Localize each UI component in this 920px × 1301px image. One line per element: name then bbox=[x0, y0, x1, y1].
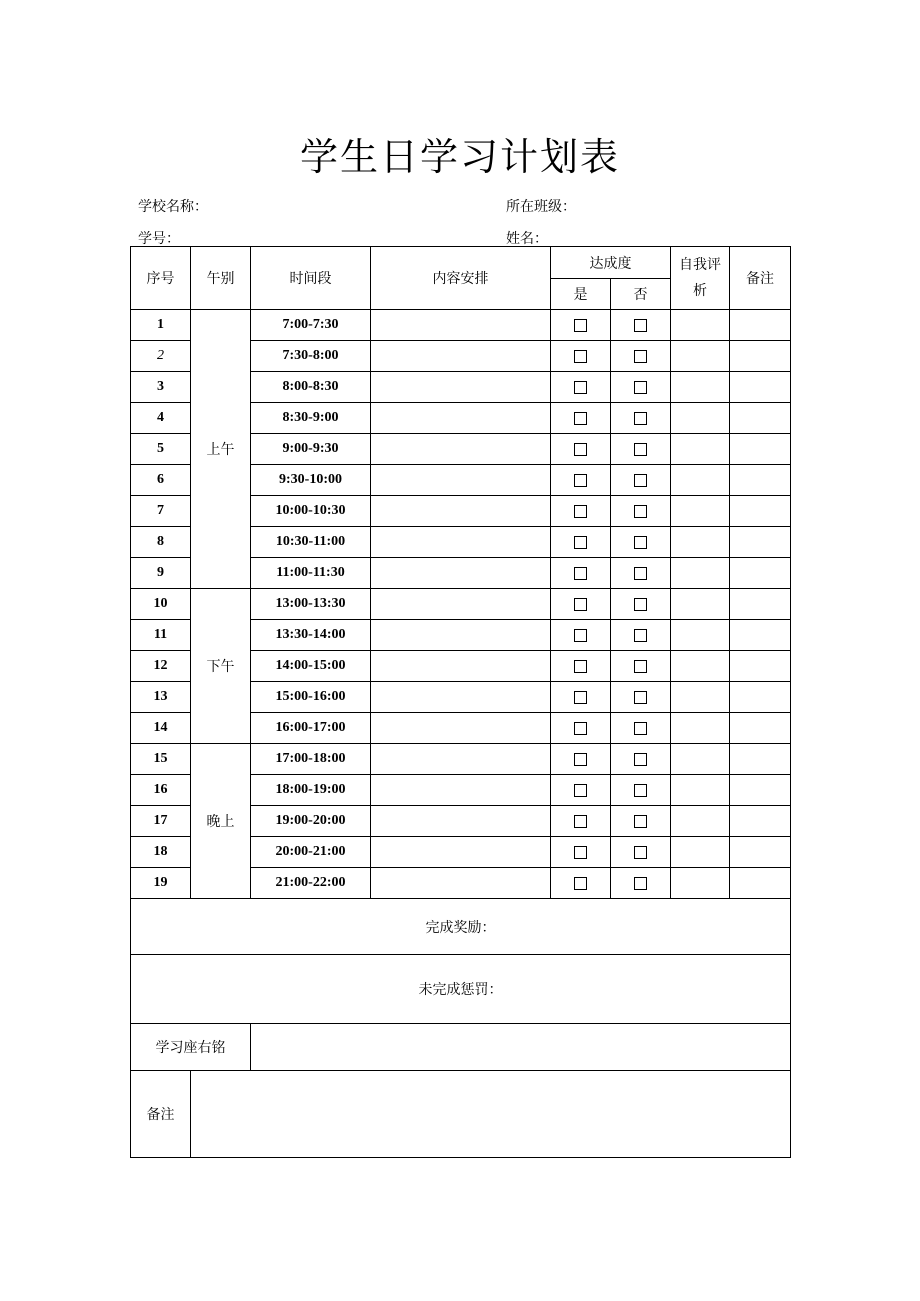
header-self-eval bbox=[671, 247, 730, 310]
yes-checkbox[interactable] bbox=[574, 567, 587, 580]
row-content-cell[interactable] bbox=[371, 868, 551, 899]
row-self-eval-cell[interactable] bbox=[671, 496, 730, 527]
row-self-eval-cell[interactable] bbox=[671, 775, 730, 806]
row-self-eval-cell[interactable] bbox=[671, 713, 730, 744]
row-time: 19:00-20:00 bbox=[251, 806, 371, 837]
yes-checkbox[interactable] bbox=[574, 691, 587, 704]
row-time: 14:00-15:00 bbox=[251, 651, 371, 682]
row-self-eval-cell[interactable] bbox=[671, 434, 730, 465]
header-remark: 备注 bbox=[730, 247, 791, 310]
row-remark-cell[interactable] bbox=[730, 775, 791, 806]
header-self-eval-line1: 自我评 bbox=[679, 257, 721, 273]
yes-checkbox[interactable] bbox=[574, 722, 587, 735]
schedule-row bbox=[131, 310, 791, 341]
row-remark-cell[interactable] bbox=[730, 806, 791, 837]
reward-row bbox=[131, 899, 791, 955]
row-seq: 15 bbox=[131, 744, 191, 775]
row-seq: 12 bbox=[131, 651, 191, 682]
row-remark-cell[interactable] bbox=[730, 403, 791, 434]
no-checkbox[interactable] bbox=[634, 753, 647, 766]
yes-checkbox[interactable] bbox=[574, 381, 587, 394]
yes-checkbox[interactable] bbox=[574, 629, 587, 642]
row-remark-cell[interactable] bbox=[730, 620, 791, 651]
row-time: 13:00-13:30 bbox=[251, 589, 371, 620]
row-content-cell[interactable] bbox=[371, 837, 551, 868]
row-self-eval-cell[interactable] bbox=[671, 558, 730, 589]
row-seq: 14 bbox=[131, 713, 191, 744]
row-no-cell bbox=[611, 527, 671, 558]
row-content-cell[interactable] bbox=[371, 527, 551, 558]
row-content-cell[interactable] bbox=[371, 341, 551, 372]
yes-checkbox[interactable] bbox=[574, 505, 587, 518]
row-yes-cell bbox=[551, 310, 611, 341]
row-content-cell[interactable] bbox=[371, 403, 551, 434]
row-remark-cell[interactable] bbox=[730, 744, 791, 775]
row-yes-cell bbox=[551, 341, 611, 372]
row-seq: 16 bbox=[131, 775, 191, 806]
row-yes-cell bbox=[551, 682, 611, 713]
row-content-cell[interactable] bbox=[371, 558, 551, 589]
row-self-eval-cell[interactable] bbox=[671, 403, 730, 434]
row-seq: 2 bbox=[131, 341, 191, 372]
school-name-label: 学校名称： bbox=[138, 199, 208, 215]
row-seq: 6 bbox=[131, 465, 191, 496]
row-yes-cell bbox=[551, 527, 611, 558]
penalty-row bbox=[131, 955, 791, 1024]
row-content-cell[interactable] bbox=[371, 682, 551, 713]
yes-checkbox[interactable] bbox=[574, 846, 587, 859]
row-content-cell[interactable] bbox=[371, 806, 551, 837]
row-yes-cell bbox=[551, 558, 611, 589]
header-seq: 序号 bbox=[131, 247, 191, 310]
header-yes: 是 bbox=[551, 279, 611, 310]
row-content-cell[interactable] bbox=[371, 620, 551, 651]
page-title: 学生日学习计划表 bbox=[299, 135, 620, 179]
row-yes-cell bbox=[551, 713, 611, 744]
yes-checkbox[interactable] bbox=[574, 784, 587, 797]
row-time: 13:30-14:00 bbox=[251, 620, 371, 651]
yes-checkbox[interactable] bbox=[574, 536, 587, 549]
row-time: 21:00-22:00 bbox=[251, 868, 371, 899]
row-self-eval-cell[interactable] bbox=[671, 806, 730, 837]
row-self-eval-cell[interactable] bbox=[671, 341, 730, 372]
row-self-eval-cell[interactable] bbox=[671, 744, 730, 775]
final-remark-label: 备注 bbox=[131, 1071, 191, 1158]
row-content-cell[interactable] bbox=[371, 372, 551, 403]
no-checkbox[interactable] bbox=[634, 412, 647, 425]
row-self-eval-cell[interactable] bbox=[671, 310, 730, 341]
row-no-cell bbox=[611, 775, 671, 806]
yes-checkbox[interactable] bbox=[574, 443, 587, 456]
row-self-eval-cell[interactable] bbox=[671, 868, 730, 899]
row-seq: 4 bbox=[131, 403, 191, 434]
row-yes-cell bbox=[551, 620, 611, 651]
row-remark-cell[interactable] bbox=[730, 434, 791, 465]
row-yes-cell bbox=[551, 806, 611, 837]
row-content-cell[interactable] bbox=[371, 744, 551, 775]
row-remark-cell[interactable] bbox=[730, 558, 791, 589]
row-content-cell[interactable] bbox=[371, 310, 551, 341]
header-achievement: 达成度 bbox=[551, 247, 671, 279]
row-seq: 19 bbox=[131, 868, 191, 899]
motto-label: 学习座右铭 bbox=[131, 1024, 251, 1071]
row-seq: 17 bbox=[131, 806, 191, 837]
row-no-cell bbox=[611, 403, 671, 434]
no-checkbox[interactable] bbox=[634, 350, 647, 363]
row-remark-cell[interactable] bbox=[730, 527, 791, 558]
row-seq: 3 bbox=[131, 372, 191, 403]
row-remark-cell[interactable] bbox=[730, 651, 791, 682]
row-no-cell bbox=[611, 682, 671, 713]
period-label: 上午 bbox=[191, 310, 251, 589]
row-time: 10:00-10:30 bbox=[251, 496, 371, 527]
row-yes-cell bbox=[551, 403, 611, 434]
row-time: 9:30-10:00 bbox=[251, 465, 371, 496]
row-remark-cell[interactable] bbox=[730, 496, 791, 527]
yes-checkbox[interactable] bbox=[574, 474, 587, 487]
study-plan-table bbox=[130, 246, 791, 1158]
final-remark-input-cell[interactable] bbox=[191, 1071, 791, 1158]
row-seq: 13 bbox=[131, 682, 191, 713]
row-no-cell bbox=[611, 620, 671, 651]
row-self-eval-cell[interactable] bbox=[671, 465, 730, 496]
row-seq: 7 bbox=[131, 496, 191, 527]
yes-checkbox[interactable] bbox=[574, 877, 587, 890]
row-yes-cell bbox=[551, 868, 611, 899]
row-time: 16:00-17:00 bbox=[251, 713, 371, 744]
row-yes-cell bbox=[551, 651, 611, 682]
row-self-eval-cell[interactable] bbox=[671, 527, 730, 558]
row-remark-cell[interactable] bbox=[730, 868, 791, 899]
row-time: 8:00-8:30 bbox=[251, 372, 371, 403]
row-time: 7:00-7:30 bbox=[251, 310, 371, 341]
row-self-eval-cell[interactable] bbox=[671, 837, 730, 868]
no-checkbox[interactable] bbox=[634, 660, 647, 673]
header-row bbox=[131, 247, 791, 279]
row-time: 9:00-9:30 bbox=[251, 434, 371, 465]
no-checkbox[interactable] bbox=[634, 443, 647, 456]
row-self-eval-cell[interactable] bbox=[671, 682, 730, 713]
period-label: 下午 bbox=[191, 589, 251, 744]
row-seq: 10 bbox=[131, 589, 191, 620]
no-checkbox[interactable] bbox=[634, 846, 647, 859]
row-yes-cell bbox=[551, 465, 611, 496]
yes-checkbox[interactable] bbox=[574, 753, 587, 766]
row-content-cell[interactable] bbox=[371, 434, 551, 465]
no-checkbox[interactable] bbox=[634, 598, 647, 611]
row-content-cell[interactable] bbox=[371, 589, 551, 620]
row-no-cell bbox=[611, 310, 671, 341]
row-no-cell bbox=[611, 341, 671, 372]
yes-checkbox[interactable] bbox=[574, 815, 587, 828]
row-no-cell bbox=[611, 589, 671, 620]
row-time: 17:00-18:00 bbox=[251, 744, 371, 775]
no-checkbox[interactable] bbox=[634, 815, 647, 828]
row-yes-cell bbox=[551, 496, 611, 527]
header-self-eval-line2: 析 bbox=[693, 283, 707, 299]
row-content-cell[interactable] bbox=[371, 465, 551, 496]
row-no-cell bbox=[611, 651, 671, 682]
no-checkbox[interactable] bbox=[634, 505, 647, 518]
period-label: 晚上 bbox=[191, 744, 251, 899]
row-seq: 8 bbox=[131, 527, 191, 558]
row-remark-cell[interactable] bbox=[730, 682, 791, 713]
no-checkbox[interactable] bbox=[634, 474, 647, 487]
row-time: 11:00-11:30 bbox=[251, 558, 371, 589]
row-yes-cell bbox=[551, 775, 611, 806]
motto-input-cell[interactable] bbox=[251, 1024, 791, 1071]
row-remark-cell[interactable] bbox=[730, 465, 791, 496]
row-seq: 11 bbox=[131, 620, 191, 651]
row-yes-cell bbox=[551, 837, 611, 868]
row-content-cell[interactable] bbox=[371, 713, 551, 744]
header-no: 否 bbox=[611, 279, 671, 310]
no-checkbox[interactable] bbox=[634, 722, 647, 735]
row-no-cell bbox=[611, 465, 671, 496]
row-seq: 1 bbox=[131, 310, 191, 341]
row-no-cell bbox=[611, 806, 671, 837]
row-no-cell bbox=[611, 837, 671, 868]
row-time: 18:00-19:00 bbox=[251, 775, 371, 806]
row-content-cell[interactable] bbox=[371, 651, 551, 682]
row-self-eval-cell[interactable] bbox=[671, 651, 730, 682]
row-remark-cell[interactable] bbox=[730, 372, 791, 403]
final-remark-row bbox=[131, 1071, 791, 1158]
row-self-eval-cell[interactable] bbox=[671, 620, 730, 651]
header-period: 午别 bbox=[191, 247, 251, 310]
no-checkbox[interactable] bbox=[634, 381, 647, 394]
penalty-label: 未完成惩罚： bbox=[418, 982, 503, 998]
header-time: 时间段 bbox=[251, 247, 371, 310]
no-checkbox[interactable] bbox=[634, 629, 647, 642]
row-no-cell bbox=[611, 496, 671, 527]
student-id-label: 学号： bbox=[138, 231, 180, 247]
reward-label: 完成奖励： bbox=[425, 919, 496, 936]
row-yes-cell bbox=[551, 434, 611, 465]
yes-checkbox[interactable] bbox=[574, 412, 587, 425]
reward-cell[interactable] bbox=[131, 899, 791, 955]
yes-checkbox[interactable] bbox=[574, 598, 587, 611]
row-remark-cell[interactable] bbox=[730, 713, 791, 744]
row-yes-cell bbox=[551, 589, 611, 620]
class-label: 所在班级： bbox=[506, 199, 576, 215]
row-yes-cell bbox=[551, 372, 611, 403]
schedule-row bbox=[131, 744, 791, 775]
no-checkbox[interactable] bbox=[634, 536, 647, 549]
row-remark-cell[interactable] bbox=[730, 310, 791, 341]
yes-checkbox[interactable] bbox=[574, 319, 587, 332]
row-no-cell bbox=[611, 713, 671, 744]
no-checkbox[interactable] bbox=[634, 567, 647, 580]
row-no-cell bbox=[611, 868, 671, 899]
no-checkbox[interactable] bbox=[634, 691, 647, 704]
row-yes-cell bbox=[551, 744, 611, 775]
row-remark-cell[interactable] bbox=[730, 837, 791, 868]
no-checkbox[interactable] bbox=[634, 784, 647, 797]
name-label: 姓名： bbox=[506, 231, 548, 247]
row-content-cell[interactable] bbox=[371, 775, 551, 806]
row-seq: 5 bbox=[131, 434, 191, 465]
row-remark-cell[interactable] bbox=[730, 341, 791, 372]
no-checkbox[interactable] bbox=[634, 877, 647, 890]
row-time: 10:30-11:00 bbox=[251, 527, 371, 558]
row-remark-cell[interactable] bbox=[730, 589, 791, 620]
motto-row bbox=[131, 1024, 791, 1071]
row-self-eval-cell[interactable] bbox=[671, 589, 730, 620]
yes-checkbox[interactable] bbox=[574, 350, 587, 363]
row-self-eval-cell[interactable] bbox=[671, 372, 730, 403]
row-no-cell bbox=[611, 434, 671, 465]
yes-checkbox[interactable] bbox=[574, 660, 587, 673]
row-no-cell bbox=[611, 744, 671, 775]
row-seq: 9 bbox=[131, 558, 191, 589]
no-checkbox[interactable] bbox=[634, 319, 647, 332]
row-no-cell bbox=[611, 558, 671, 589]
row-time: 8:30-9:00 bbox=[251, 403, 371, 434]
header-content: 内容安排 bbox=[371, 247, 551, 310]
row-time: 20:00-21:00 bbox=[251, 837, 371, 868]
row-time: 15:00-16:00 bbox=[251, 682, 371, 713]
row-seq: 18 bbox=[131, 837, 191, 868]
schedule-row bbox=[131, 589, 791, 620]
row-no-cell bbox=[611, 372, 671, 403]
row-time: 7:30-8:00 bbox=[251, 341, 371, 372]
row-content-cell[interactable] bbox=[371, 496, 551, 527]
penalty-cell[interactable] bbox=[131, 955, 791, 1024]
